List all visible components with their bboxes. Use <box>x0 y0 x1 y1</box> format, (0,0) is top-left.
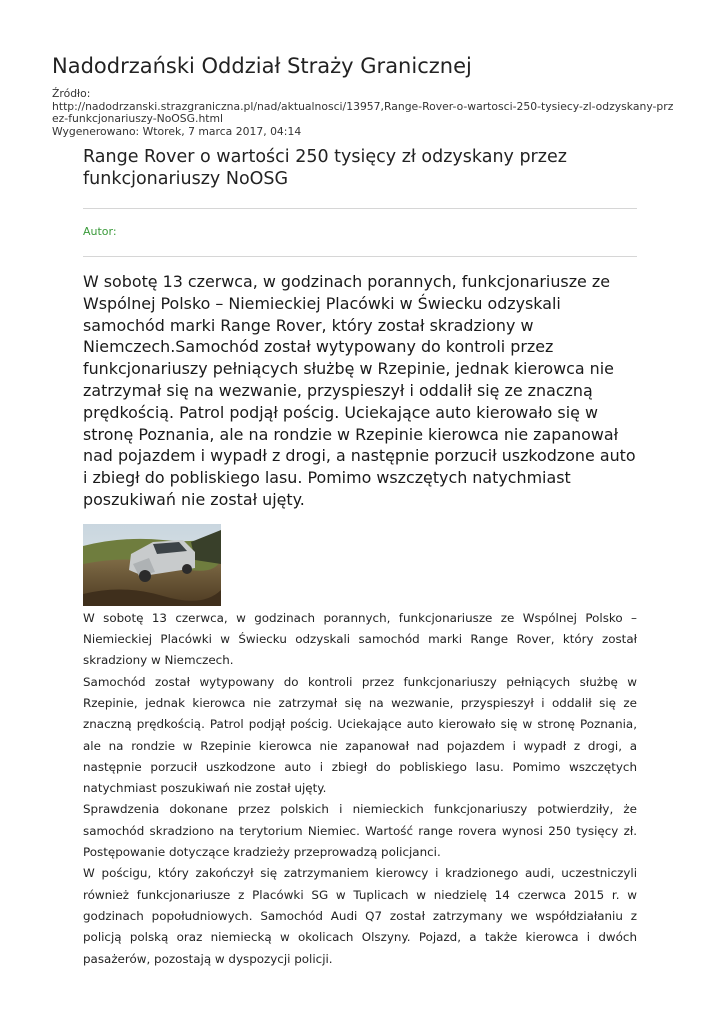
article-lead: W sobotę 13 czerwca, w godzinach porannych, funkcjonariusze ze Wspólnej Polsko – Niemieckiej Placówki w Świecku odzyskali samochód marki Range Rover, który został skradziony w Niemczech.Samochód został wytypowany do kontroli przez funkcjonariuszy pełniących służbę w Rzepinie, jednak kierowca nie zatrzymał się na wezwanie, przyspieszył i oddalił się ze znaczną prędkością. Patrol podjął pościg. Uciekające auto kierowało się w stronę Poznania, ale na rondzie w Rzepinie kierowca nie zapanował nad pojazdem i wypadł z drogi, a następnie porzucił uszkodzone auto i zbiegł do pobliskiego lasu. Pomimo wszczętych natychmiast poszukiwań nie został ujęty. <box>83 272 636 509</box>
article-photo <box>83 524 221 606</box>
author-label: Autor: <box>83 225 117 238</box>
document-meta <box>52 88 677 138</box>
body-paragraph: Sprawdzenia dokonane przez polskich i niemieckich funkcjonariuszy potwierdziły, że samochód skradziono na terytorium Niemiec. Wartość range rovera wynosi 250 tysięcy zł. Postępowanie dotyczące kradzieży przeprowadzą policjanci. <box>83 802 637 860</box>
source-url[interactable]: http://nadodrzanski.strazgraniczna.pl/nad/aktualnosci/13957,Range-Rover-o-wartosci-250-tysiecy-zl-odzyskany-przez-funkcjonariuszy-NoOSG.html <box>52 99 674 125</box>
divider <box>83 208 637 209</box>
body-paragraph: Samochód został wytypowany do kontroli przez funkcjonariuszy pełniących służbę w Rzepinie, jednak kierowca nie zatrzymał się na wezwanie, przyspieszył i oddalił się ze znaczną prędkością. Patrol podjął pościg. Uciekające auto kierowało się w stronę Poznania, ale na rondzie w Rzepinie kierowca nie zapanował nad pojazdem i wypadł z drogi, a następnie porzucił uszkodzone auto i zbiegł do pobliskiego lasu. Pomimo wszczętych natychmiast poszukiwań nie został ujęty. <box>83 674 637 796</box>
body-paragraph: W sobotę 13 czerwca, w godzinach porannych, funkcjonariusze ze Wspólnej Polsko – Niemieckiej Placówki w Świecku odzyskali samochód marki Range Rover, który został skradziony w Niemczech. <box>83 610 637 668</box>
site-title: Nadodrzański Oddział Straży Granicznej <box>52 54 472 78</box>
divider <box>83 256 637 257</box>
article <box>83 146 637 970</box>
article-body <box>83 608 637 970</box>
generated-date: Wygenerowano: Wtorek, 7 marca 2017, 04:14 <box>52 124 302 138</box>
body-paragraph: W pościgu, który zakończył się zatrzymaniem kierowcy i kradzionego audi, uczestniczyli również funkcjonariusze z Placówki SG w Tuplicach w niedzielę 14 czerwca 2015 r. w godzinach popołudniowych. Samochód Audi Q7 został zatrzymany we współdziałaniu z policją polską oraz niemiecką w okolicach Olszyny. Pojazd, a także kierowca i dwóch pasażerów, pozostają w dyspozycji policji. <box>83 866 637 966</box>
source-label: Źródło: <box>52 87 91 100</box>
article-title: Range Rover o wartości 250 tysięcy zł odzyskany przez funkcjonariuszy NoOSG <box>83 147 567 189</box>
